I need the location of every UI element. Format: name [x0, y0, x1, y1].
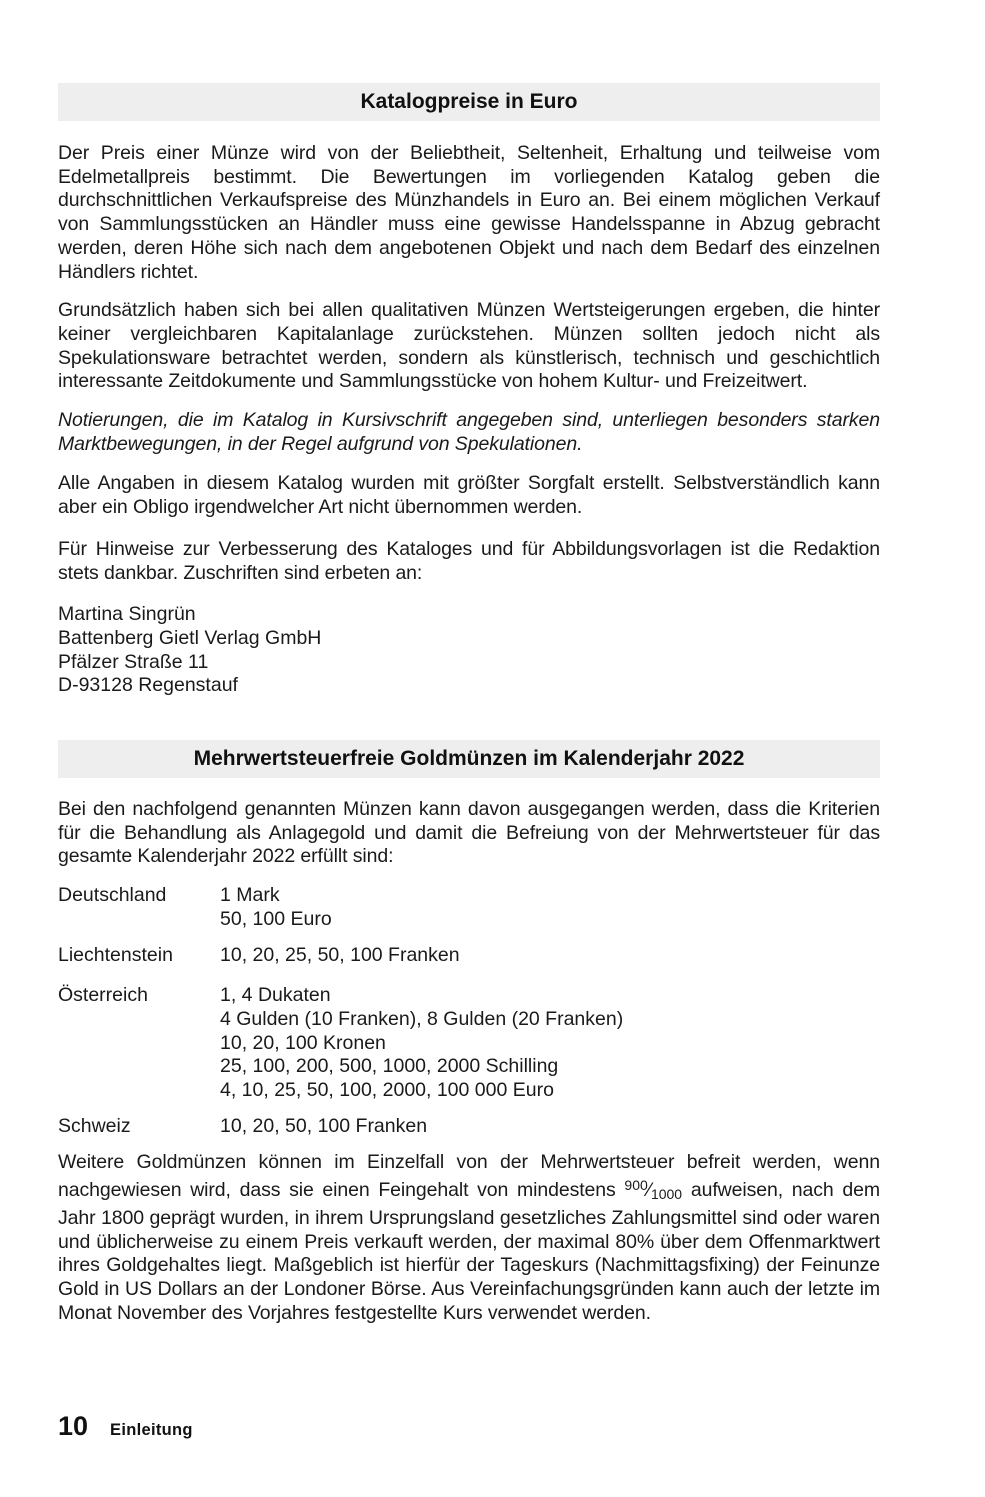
country-name: Österreich — [58, 984, 148, 1007]
fineness-fraction-denominator: 1000 — [650, 1186, 683, 1203]
paragraph-vat-intro: Bei den nachfolgend genannten Münzen kann davon ausgegangen werden, dass die Kriterien für die Behandlung als Anlagegold und damit die Befreiung von der Mehrwertsteuer für das gesamte Kalenderjahr 2022 erfüllt sind: — [58, 798, 880, 868]
coin-list-line: 10, 20, 25, 50, 100 Franken — [220, 943, 460, 966]
address-line-name: Martina Singrün — [58, 603, 196, 626]
fineness-fraction-slash: ⁄ — [647, 1179, 651, 1202]
coin-list-line: 50, 100 Euro — [220, 907, 332, 930]
paragraph-no-liability: Alle Angaben in diesem Katalog wurden mit größter Sorgfalt erstellt. Selbstverständlich kann aber ein Obligo irgendwelcher Art nicht übernommen werden. — [58, 472, 880, 519]
paragraph-vat-exemption-rules — [58, 1151, 880, 1326]
page-content-column — [58, 83, 880, 1340]
chapter-label: Einleitung — [110, 1421, 193, 1439]
vat-note-text-before: Weitere Goldmünzen können im Einzelfall von der Mehrwertsteuer befreit werden, wenn nachgewiesen wird, dass sie einen Feingehalt von mindestens — [58, 1150, 880, 1202]
table-row-liechtenstein — [58, 944, 880, 968]
country-name: Schweiz — [58, 1114, 131, 1137]
coin-list-line: 10, 20, 50, 100 Franken — [220, 1114, 428, 1137]
coin-list-line: 1, 4 Dukaten — [220, 984, 331, 1007]
coin-list-line: 25, 100, 200, 500, 1000, 2000 Schilling — [220, 1055, 559, 1078]
address-line-publisher: Battenberg Gietl Verlag GmbH — [58, 626, 322, 649]
coin-list-line: 4 Gulden (10 Franken), 8 Gulden (20 Franken) — [220, 1007, 624, 1030]
coin-list — [220, 884, 880, 931]
coin-list-line: 10, 20, 100 Kronen — [220, 1031, 386, 1054]
coin-list-line: 1 Mark — [220, 884, 280, 907]
coin-list-line: 4, 10, 25, 50, 100, 2000, 100 000 Euro — [220, 1079, 554, 1102]
section-header-vat-free-gold — [58, 740, 880, 778]
paragraph-price-factors: Der Preis einer Münze wird von der Beliebtheit, Seltenheit, Erhaltung und teilweise vom Edelmetallpreis bestimmt. Die Bewertungen im vorliegenden Katalog geben die durchschnittlichen Verkaufspreise des Münzhandels in Euro an. Bei einem möglichen Verkauf von Sammlungsstücken an Händler muss eine gewisse Handelsspanne in Abzug gebracht werden, deren Höhe sich nach dem angebotenen Objekt und nach dem Bedarf des einzelnen Händlers richtet. — [58, 142, 880, 283]
vat-free-coins-table — [58, 884, 880, 1138]
coin-list — [220, 984, 880, 1103]
editor-address-block — [58, 603, 880, 698]
section-header-catalog-prices — [58, 83, 880, 121]
table-row-oesterreich — [58, 984, 880, 1103]
address-line-city: D-93128 Regenstauf — [58, 674, 238, 697]
section-title: Mehrwertsteuerfreie Goldmünzen im Kalenderjahr 2022 — [193, 747, 745, 771]
vat-note-text-after: aufweisen, nach dem Jahr 1800 geprägt wurden, in ihrem Ursprungsland gesetzliches Zahlungsmittel sind oder waren und üblicherweise zu einem Preis verkauft werden, der maximal 80% über dem Offenmarktwert ihres Goldgehaltes liegt. Maßgeblich ist hierfür der Tageskurs (Nachmittagsfixing) der Feinunze Gold in US Dollars an der Londoner Börse. Aus Vereinfachungsgründen kann auch der letzte im Monat November des Vorjahres festgestellte Kurs verwendet werden. — [58, 1179, 880, 1324]
paragraph-feedback-request: Für Hinweise zur Verbesserung des Kataloges und für Abbildungsvorlagen ist die Redaktion stets dankbar. Zuschriften sind erbeten an: — [58, 537, 880, 584]
paragraph-italic-quotations-note: Notierungen, die im Katalog in Kursivschrift angegeben sind, unterliegen besonders starken Marktbewegungen, in der Regel aufgrund von Spekulationen. — [58, 409, 880, 455]
page-footer — [58, 1411, 193, 1442]
fineness-fraction-numerator: 900 — [624, 1177, 648, 1194]
coin-list — [220, 944, 880, 968]
country-name: Liechtenstein — [58, 943, 173, 966]
country-name: Deutschland — [58, 884, 167, 907]
page-number: 10 — [58, 1411, 89, 1441]
table-row-schweiz — [58, 1115, 880, 1139]
coin-list — [220, 1115, 880, 1139]
paragraph-value-increase: Grundsätzlich haben sich bei allen qualitativen Münzen Wertsteigerungen ergeben, die hinter keiner vergleichbaren Kapitalanlage zurückstehen. Münzen sollten jedoch nicht als Spekulationsware betrachtet werden, sondern als künstlerisch, technisch und geschichtlich interessante Zeitdokumente und Sammlungsstücke von hohem Kultur- und Freizeitwert. — [58, 299, 880, 393]
section-title: Katalogpreise in Euro — [360, 90, 578, 113]
address-line-street: Pfälzer Straße 11 — [58, 650, 209, 673]
table-row-deutschland — [58, 884, 880, 931]
